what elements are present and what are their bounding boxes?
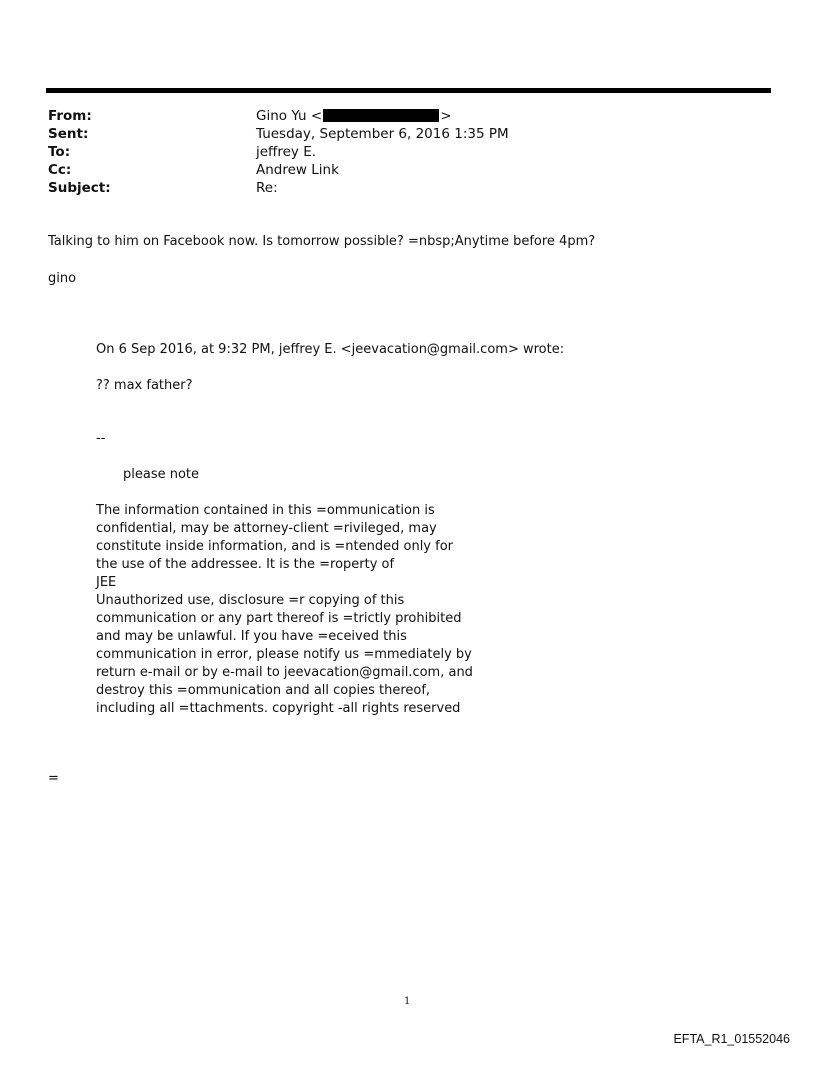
notice-line: Unauthorized use, disclosure =r copying of this [96, 593, 405, 608]
sent-label: Sent: [48, 126, 89, 142]
quote-message: ?? max father? [96, 378, 193, 393]
cc-value: Andrew Link [256, 162, 339, 178]
from-label: From: [48, 108, 92, 124]
please-note: please note [123, 467, 200, 482]
email-header [48, 107, 509, 197]
notice-line: communication in error, please notify us =mmediately by [96, 647, 472, 662]
signature: gino [48, 271, 77, 286]
notice-line: JEE [96, 575, 117, 590]
subject-value: Re: [256, 180, 278, 196]
notice-line: The information contained in this =ommunication is [96, 503, 435, 518]
cc-label: Cc: [48, 162, 72, 178]
notice-line: communication or any part thereof is =trictly prohibited [96, 611, 462, 626]
confidentiality-notice [96, 502, 473, 718]
from-row [48, 107, 509, 125]
body-text: Talking to him on Facebook now. Is tomorrow possible? =nbsp;Anytime before 4pm? [48, 234, 596, 249]
to-label: To: [48, 144, 71, 160]
quote-separator: -- [96, 431, 106, 446]
quote-intro: On 6 Sep 2016, at 9:32 PM, jeffrey E. <jeevacation@gmail.com> wrote: [96, 342, 565, 357]
trailing-equals: = [48, 771, 59, 786]
notice-line: confidential, may be attorney-client =rivileged, may [96, 521, 437, 536]
from-value [256, 107, 452, 125]
notice-line: including all =ttachments. copyright -all rights reserved [96, 701, 461, 716]
cc-row [48, 161, 509, 179]
redaction-box [323, 109, 439, 122]
notice-line: constitute inside information, and is =ntended only for [96, 539, 454, 554]
notice-line: destroy this =ommunication and all copies thereof, [96, 683, 431, 698]
subject-label: Subject: [48, 180, 111, 196]
notice-line: the use of the addressee. It is the =roperty of [96, 557, 395, 572]
sent-value: Tuesday, September 6, 2016 1:35 PM [256, 126, 509, 142]
to-row [48, 143, 509, 161]
subject-row [48, 179, 509, 197]
from-name: Gino Yu < [256, 108, 323, 124]
notice-line: return e-mail or by e-mail to jeevacation@gmail.com, and [96, 665, 473, 680]
sent-row [48, 125, 509, 143]
document-id: EFTA_R1_01552046 [673, 1032, 790, 1046]
page-number: 1 [404, 996, 411, 1007]
to-value: jeffrey E. [256, 144, 317, 160]
header-rule [46, 88, 771, 93]
notice-line: and may be unlawful. If you have =eceived this [96, 629, 407, 644]
from-close: > [440, 108, 452, 124]
